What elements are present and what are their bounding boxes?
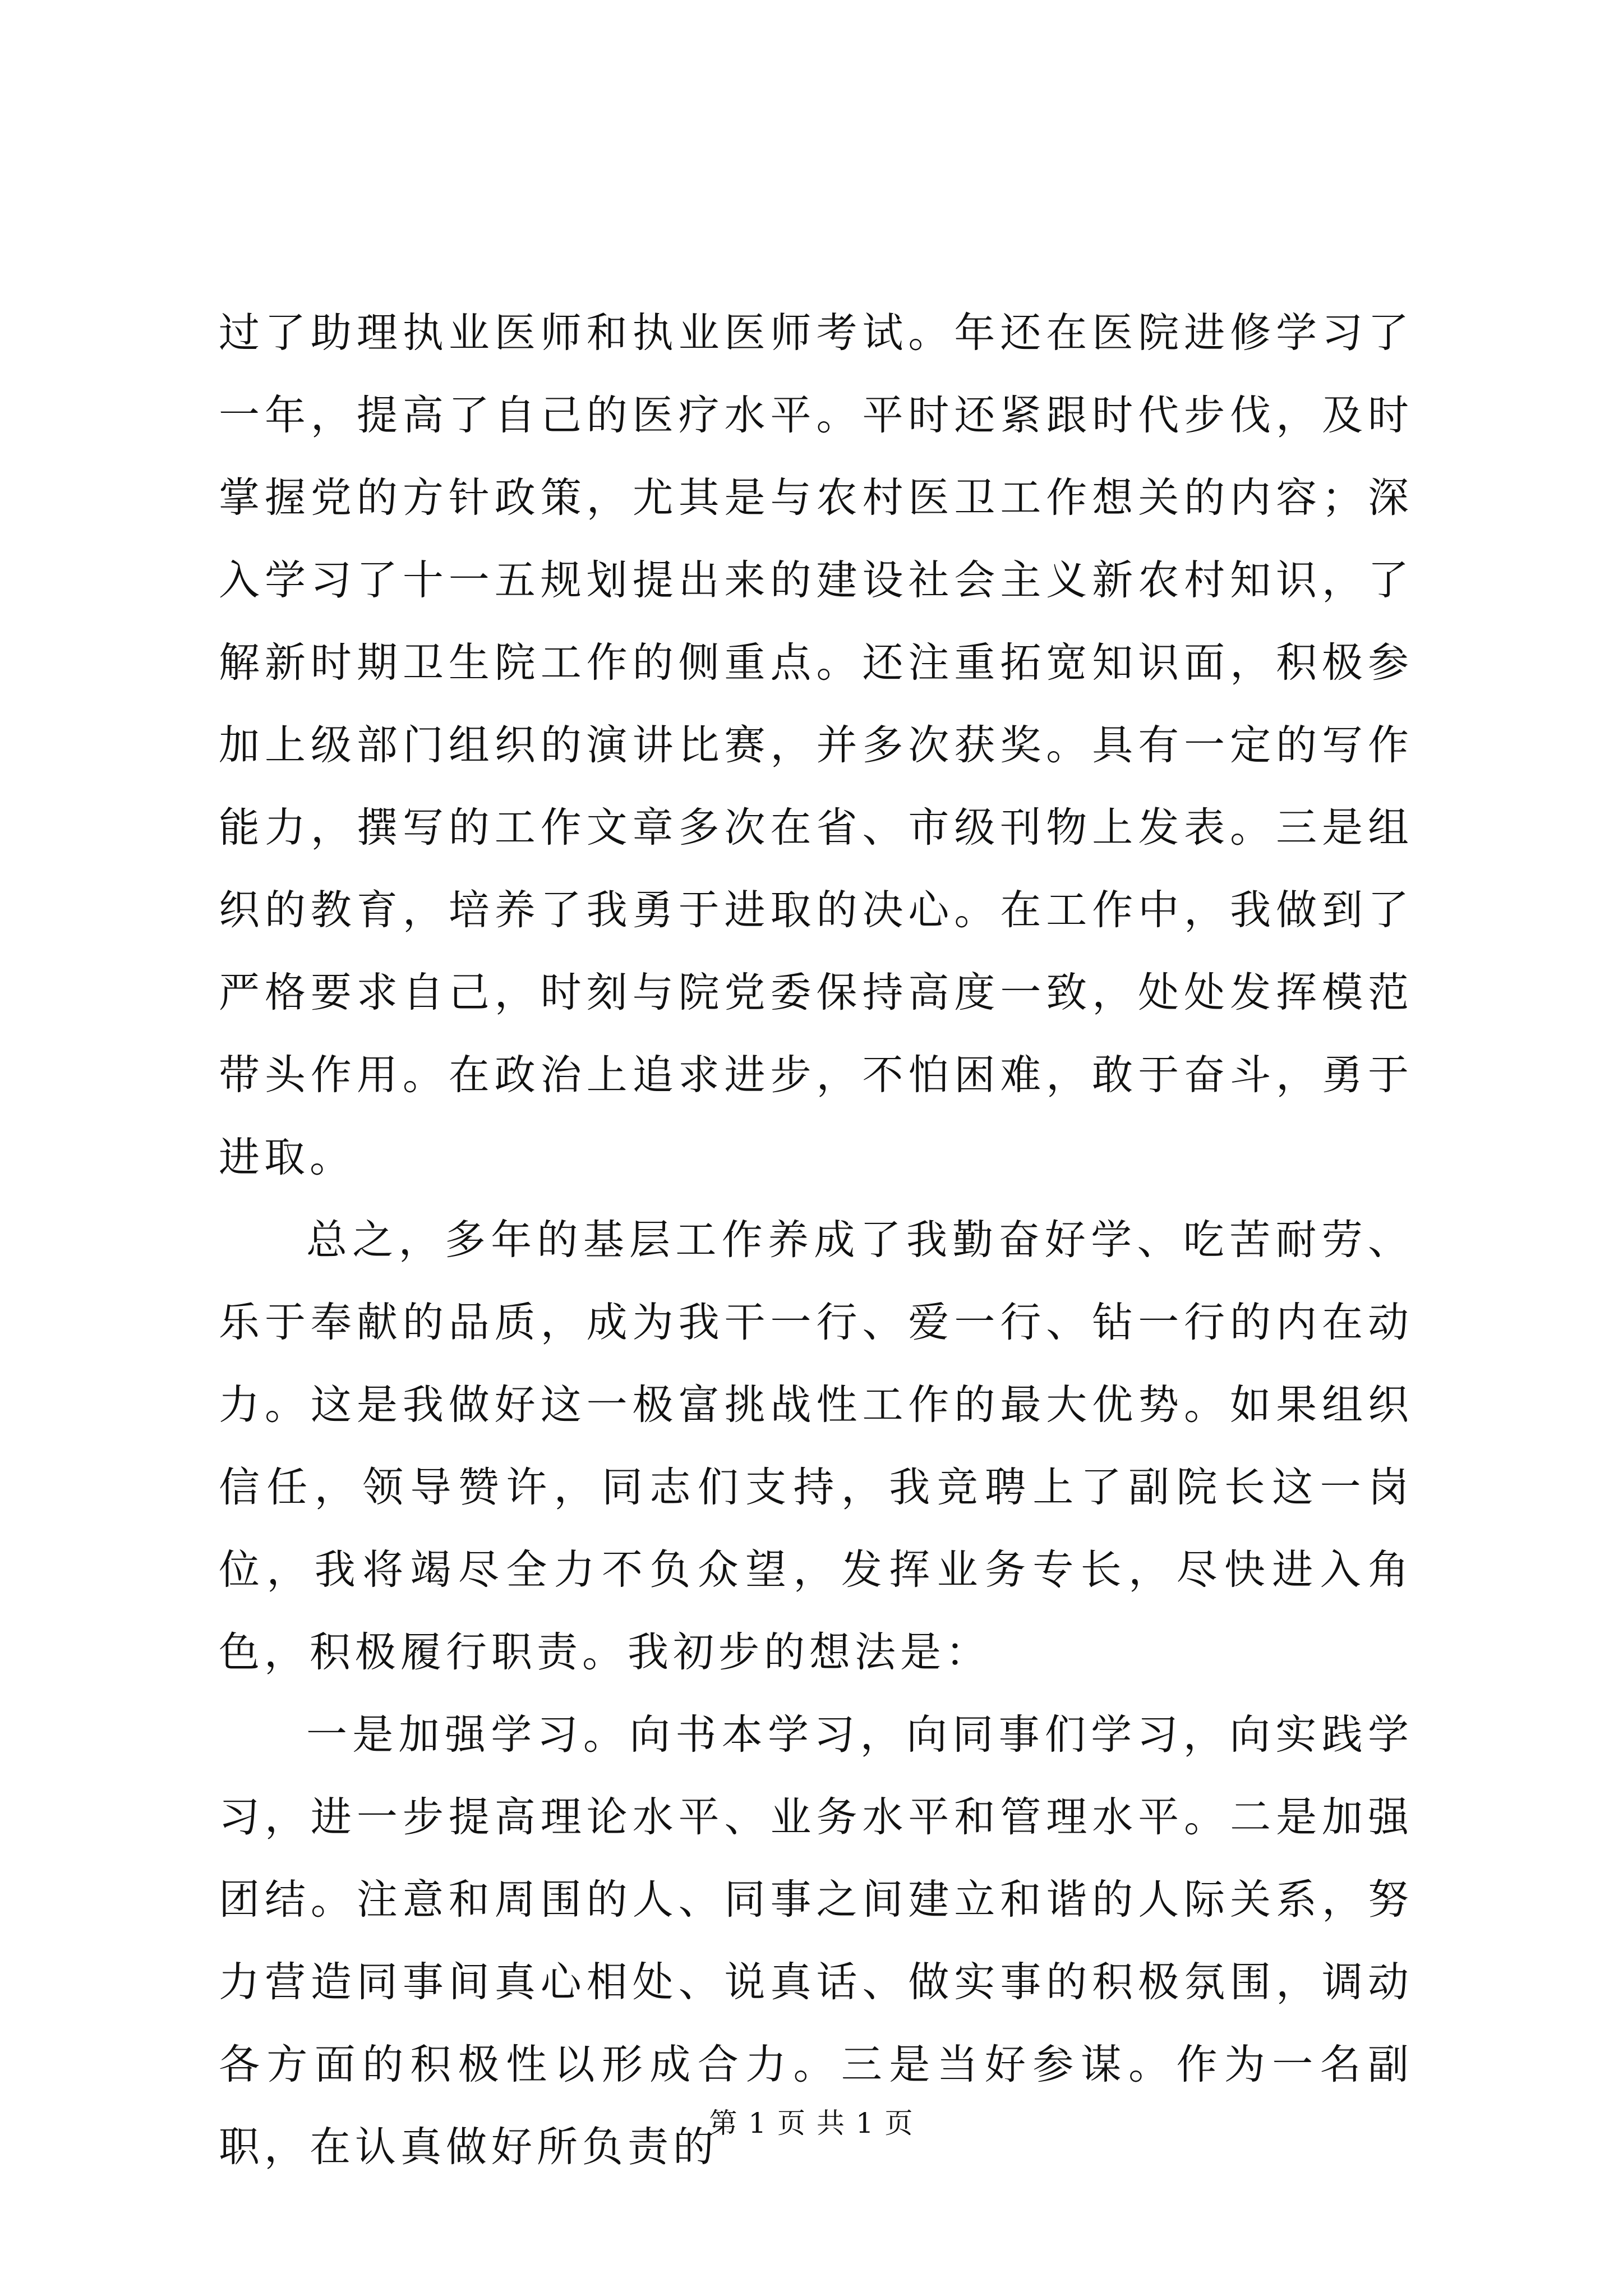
page-number-footer: 第 1 页 共 1 页 — [709, 2107, 914, 2139]
document-body — [219, 292, 1413, 2188]
paragraph-summary: 总之，多年的基层工作养成了我勤奋好学、吃苦耐劳、乐于奉献的品质，成为我干一行、爱一行、钻一行的内在动力。这是我做好这一极富挑战性工作的最大优势。如果组织信任，领导赞许，同志们支持，我竞聘上了副院长这一岗位，我将竭尽全力不负众望，发挥业务专长，尽快进入角色，积极履行职责。我初步的想法是： — [219, 1216, 1413, 1676]
paragraph-plans: 一是加强学习。向书本学习，向同事们学习，向实践学习，进一步提高理论水平、业务水平和管理水平。二是加强团结。注意和周围的人、同事之间建立和谐的人际关系，努力营造同事间真心相处、说真话、做实事的积极氛围，调动各方面的积极性以形成合力。三是当好参谋。作为一名副职，在认真做好所负责的 — [219, 1711, 1413, 2171]
paragraph-continued: 过了助理执业医师和执业医师考试。年还在医院进修学习了一年，提高了自己的医疗水平。平时还紧跟时代步伐，及时掌握党的方针政策，尤其是与农村医卫工作想关的内容；深入学习了十一五规划提出来的建设社会主义新农村知识，了解新时期卫生院工作的侧重点。还注重拓宽知识面，积极参加上级部门组织的演讲比赛，并多次获奖。具有一定的写作能力，撰写的工作文章多次在省、市级刊物上发表。三是组织的教育，培养了我勇于进取的决心。在工作中，我做到了严格要求自己，时刻与院党委保持高度一致，处处发挥模范带头作用。在政治上追求进步，不怕困难，敢于奋斗，勇于进取。 — [219, 309, 1413, 1181]
